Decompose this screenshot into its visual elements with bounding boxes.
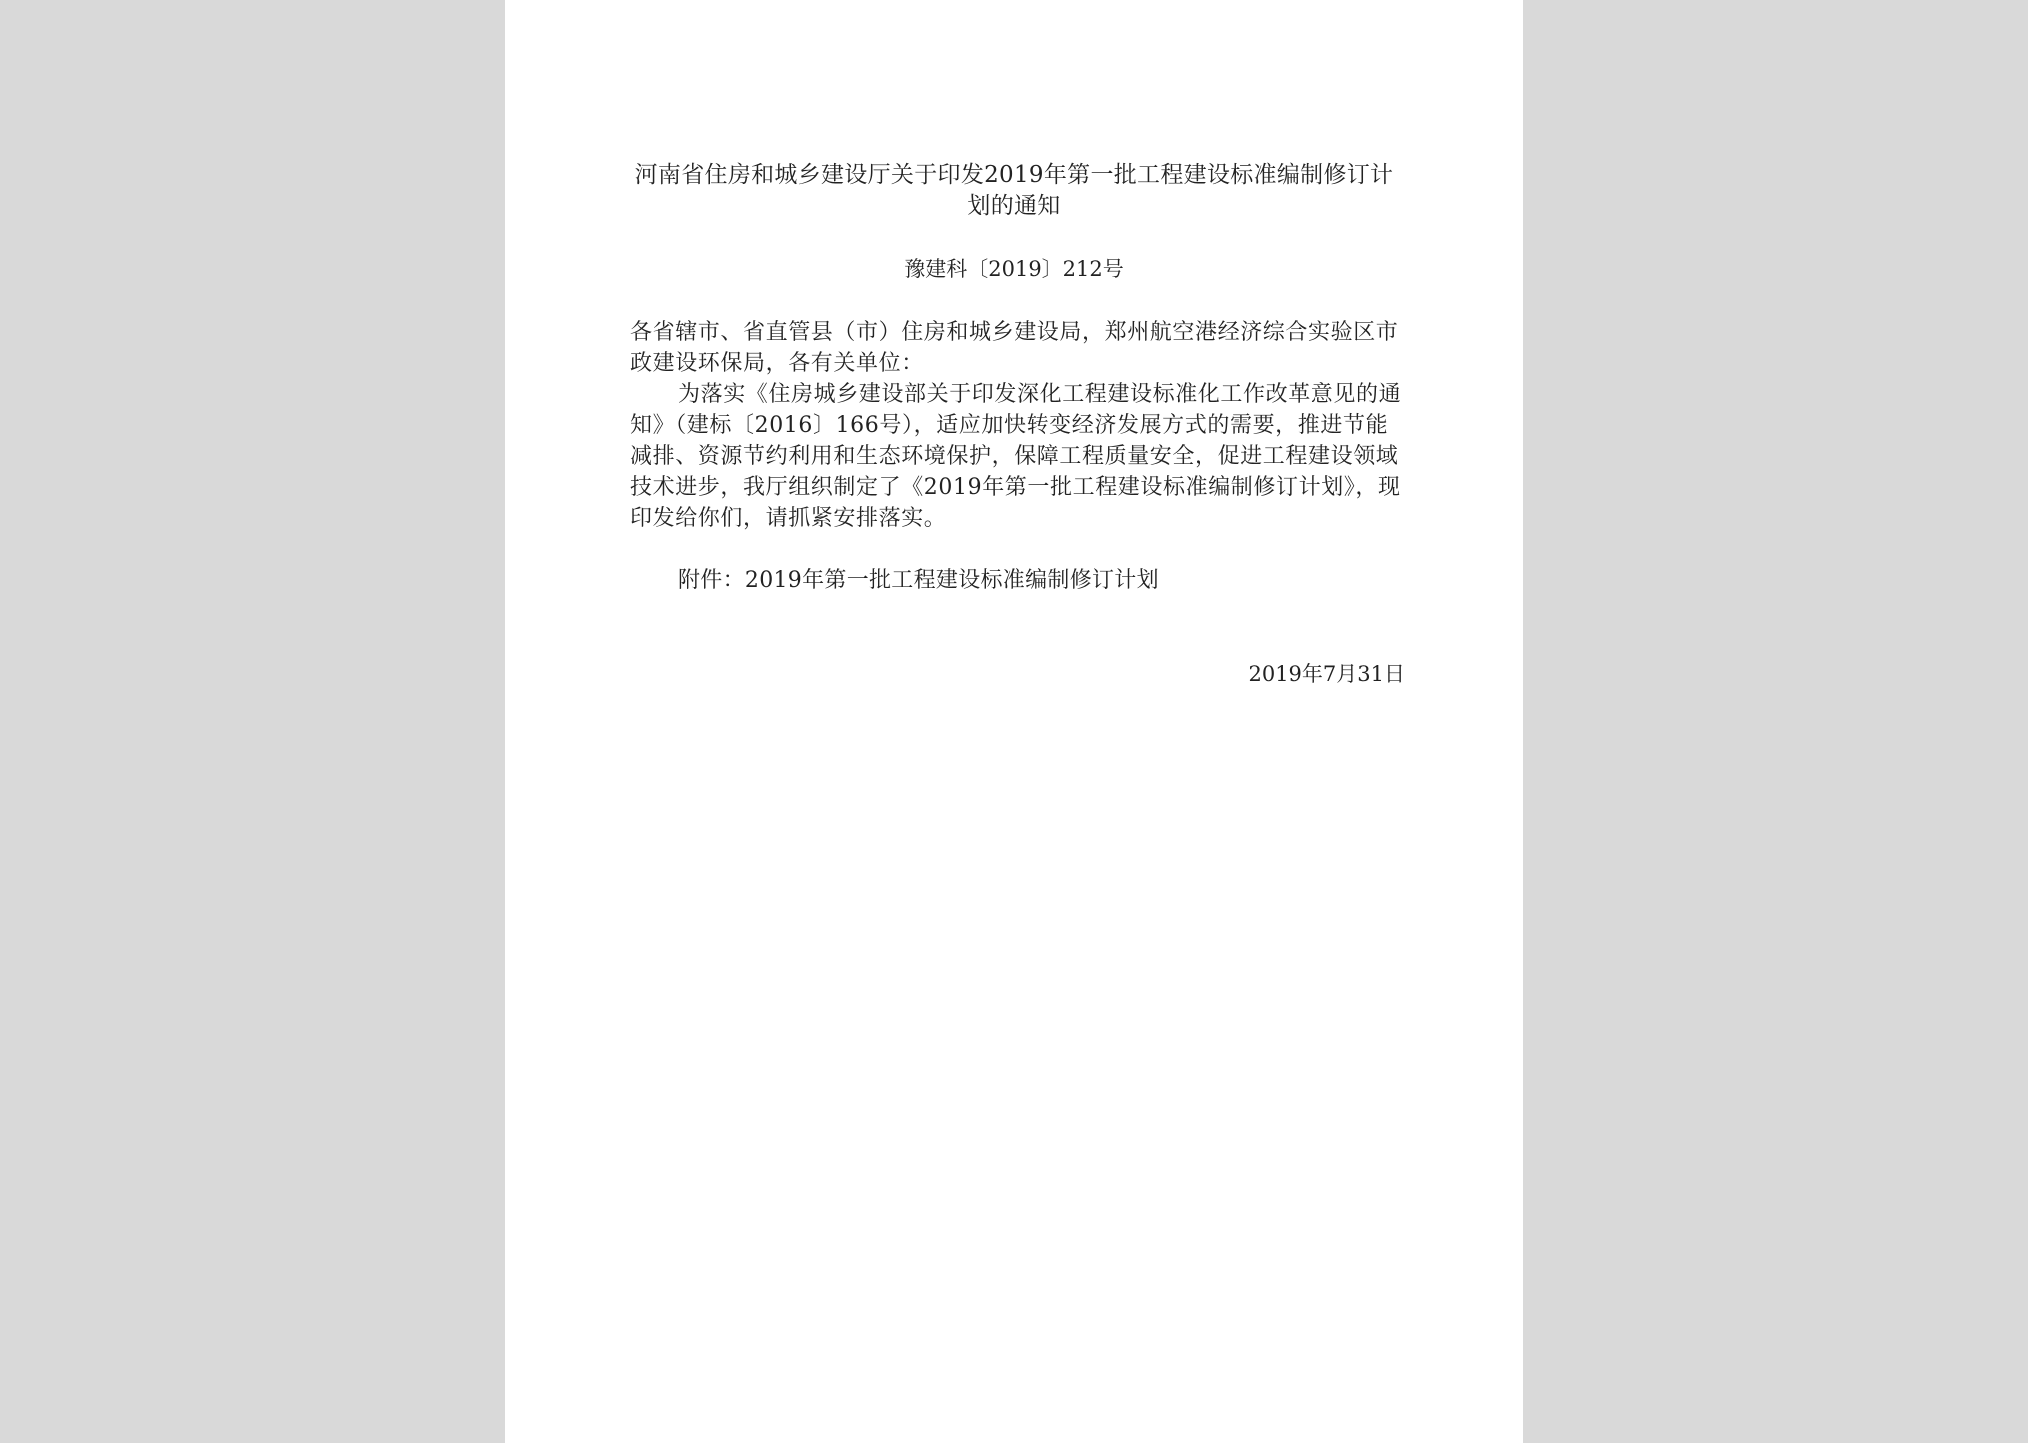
document-title: 河南省住房和城乡建设厅关于印发2019年第一批工程建设标准编制修订计划的通知 <box>634 162 1394 219</box>
attachment-line: 附件：2019年第一批工程建设标准编制修订计划 <box>678 568 1159 593</box>
addressee-paragraph: 各省辖市、省直管县（市）住房和城乡建设局，郑州航空港经济综合实验区市政建设环保局，各有关单位： <box>630 320 1399 376</box>
body-paragraph: 为落实《住房城乡建设部关于印发深化工程建设标准化工作改革意见的通知》（建标〔2016〕166号），适应加快转变经济发展方式的需要，推进节能减排、资源节约利用和生态环境保护，保障工程质量安全，促进工程建设领域技术进步，我厅组织制定了《2019年第一批工程建设标准编制修订计划》，现印发给你们，请抓紧安排落实。 <box>630 382 1402 531</box>
issue-date: 2019年7月31日 <box>1248 662 1405 686</box>
document-number: 豫建科〔2019〕212号 <box>904 257 1124 281</box>
document-page <box>505 0 1523 1443</box>
